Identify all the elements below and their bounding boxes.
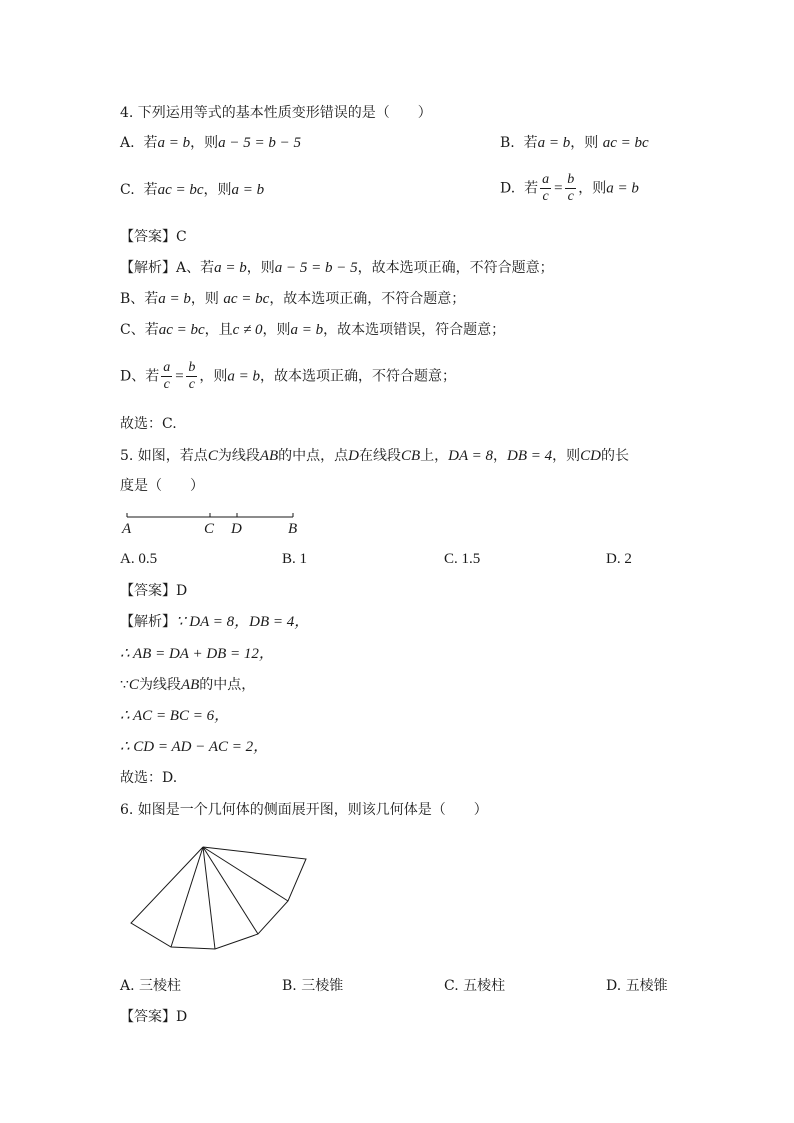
- q5-analysis-step2: ∴ AB = DA + DB = 12，: [120, 646, 274, 662]
- segment-figure: [118, 508, 308, 538]
- point-label-b: B: [288, 521, 298, 537]
- q5-analysis-step3: ∵C为线段AB的中点，: [120, 677, 256, 693]
- q4-analysis-d: D、若 $\frac{a}{c}$ = $\frac{b}{c}$ ，则a = b，故本选项正确，不符合题意；: [120, 360, 456, 392]
- q6-option-d: D. 五棱锥: [606, 978, 668, 994]
- q5-analysis-step1: 【解析】∵ DA = 8，DB = 4，: [120, 614, 310, 630]
- q5-stem-line2: 度是（ ）: [120, 478, 204, 494]
- q6-option-a: A. 三棱柱: [120, 978, 182, 994]
- q4-answer: 【答案】C: [120, 229, 187, 245]
- q4-analysis-c: C、若ac = bc，且c ≠ 0，则a = b，故本选项错误，符合题意；: [120, 322, 506, 338]
- fraction-a-over-c: $\frac{a}{c}$: [542, 172, 550, 204]
- q6-answer: 【答案】D: [120, 1009, 188, 1025]
- q5-analysis-step4: ∴ AC = BC = 6，: [120, 708, 230, 724]
- fraction-b-over-c: $\frac{b}{c}$: [567, 172, 575, 204]
- q6-option-b: B. 三棱锥: [282, 978, 344, 994]
- q5-option-a: A. 0.5: [120, 551, 158, 567]
- q5-conclusion: 故选：D.: [120, 770, 178, 786]
- q5-answer: 【答案】D: [120, 583, 188, 599]
- q6-stem: 6. 如图是一个几何体的侧面展开图，则该几何体是（ ）: [120, 802, 488, 818]
- q4-analysis-a: 【解析】A、若a = b，则a − 5 = b − 5，故本选项正确，不符合题意；: [120, 260, 554, 276]
- fold-line-1: [171, 847, 203, 947]
- q4-conclusion: 故选：C.: [120, 416, 177, 432]
- q4-option-a: A. 若a = b，则a − 5 = b − 5: [120, 135, 301, 151]
- point-label-d: D: [231, 521, 242, 537]
- q4-option-d: D. 若 $\frac{a}{c}$ = $\frac{b}{c}$ ，则a = b: [500, 172, 639, 204]
- q6-option-c: C. 五棱柱: [444, 978, 506, 994]
- net-outline: [131, 847, 306, 949]
- pyramid-net-figure: [125, 840, 315, 955]
- q4-analysis-b: B、若a = b，则 ac = bc，故本选项正确，不符合题意；: [120, 291, 466, 307]
- q5-analysis-step5: ∴ CD = AD − AC = 2，: [120, 739, 269, 755]
- q4-option-c: C. 若ac = bc，则a = b: [120, 182, 265, 198]
- q5-option-d: D. 2: [606, 551, 632, 567]
- point-label-c: C: [204, 521, 215, 537]
- q5-option-c: C. 1.5: [444, 551, 481, 567]
- point-label-a: A: [122, 521, 132, 537]
- q4-stem: 4. 下列运用等式的基本性质变形错误的是（ ）: [120, 105, 432, 121]
- q5-stem-line1: 5. 如图，若点C为线段AB的中点，点D在线段CB上，DA = 8，DB = 4，则CD的长: [120, 448, 629, 464]
- q4-option-b: B. 若a = b，则 ac = bc: [500, 135, 649, 151]
- q5-option-b: B. 1: [282, 551, 308, 567]
